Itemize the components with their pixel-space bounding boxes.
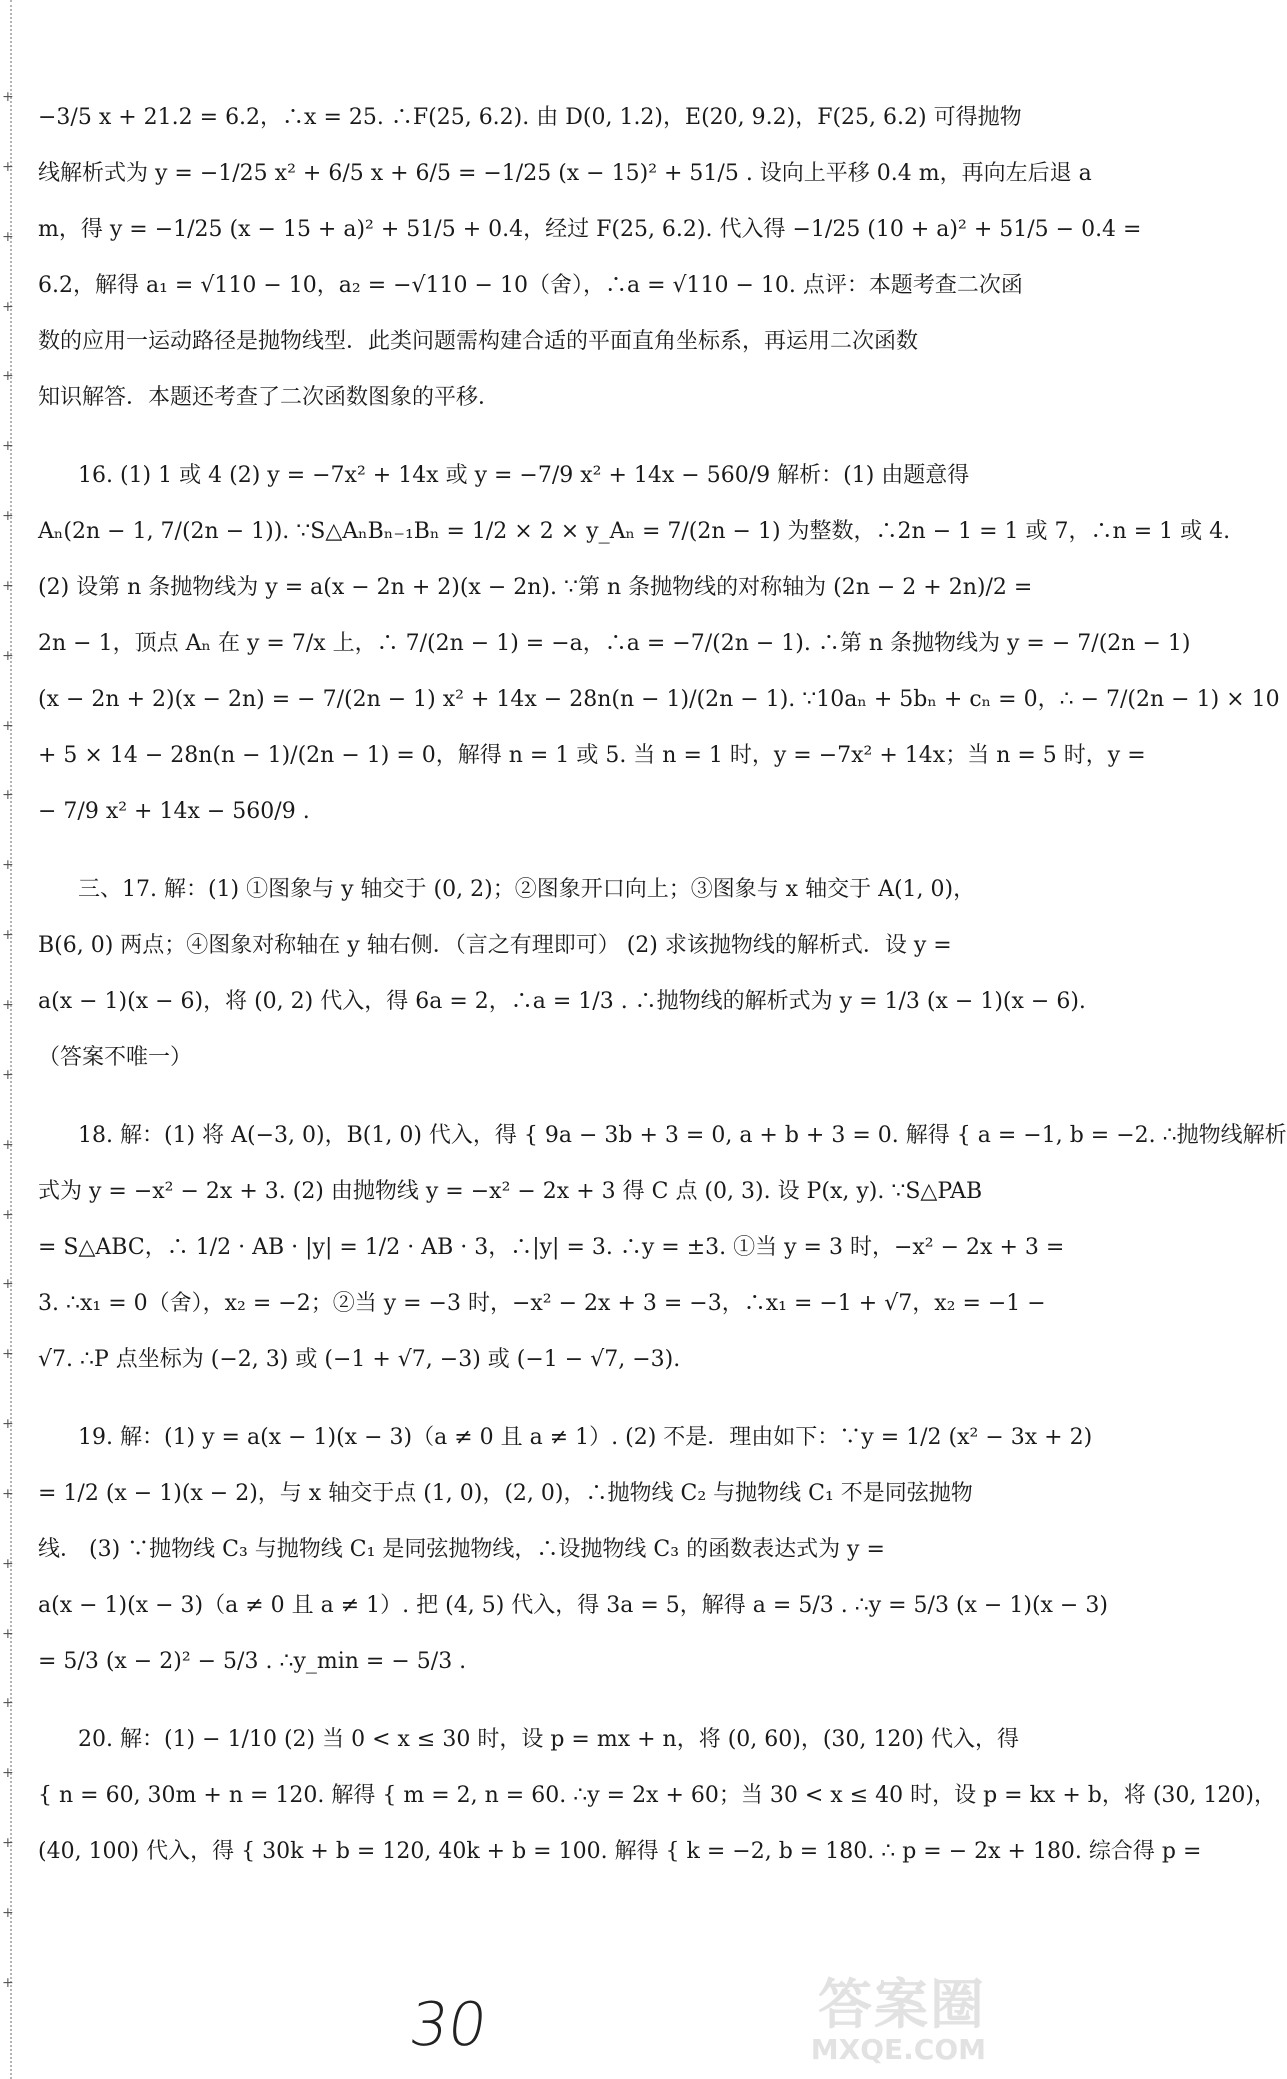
text-line: B(6, 0) 两点；④图象对称轴在 y 轴右侧．（言之有理即可） (2) 求该抛物线的解析式．设 y =: [38, 933, 952, 958]
handwritten-page-number: 30: [405, 1990, 492, 2060]
binding-tick: +: [2, 1136, 14, 1153]
answer-page-content: [38, 90, 1287, 1902]
text-line: = S△ABC，∴ 1/2 · AB · |y| = 1/2 · AB · 3，∴|y| = 3. ∴y = ±3. ①当 y = 3 时，−x² − 2x + 3 =: [38, 1235, 1065, 1260]
text-line: 6.2，解得 a₁ = √110 − 10，a₂ = −√110 − 10（舍），∴a = √110 − 10. 点评：本题考查二次函: [38, 273, 1023, 298]
binding-tick: +: [2, 577, 14, 594]
watermark-url: MXQE.COM: [810, 2033, 986, 2066]
site-watermark: [806, 1962, 986, 2072]
text-line: = 5/3 (x − 2)² − 5/3 . ∴y_min = − 5/3 .: [38, 1649, 467, 1674]
watermark-logo: 答案圈: [818, 1973, 986, 2036]
binding-tick: +: [2, 1276, 14, 1293]
binding-tick: +: [2, 438, 14, 455]
text-line: (2) 设第 n 条抛物线为 y = a(x − 2n + 2)(x − 2n). ∵第 n 条抛物线的对称轴为 (2n − 2 + 2n)/2 =: [38, 575, 1033, 600]
binding-tick: +: [2, 1346, 14, 1363]
binding-tick: +: [2, 927, 14, 944]
answer-q16: [38, 448, 1280, 840]
binding-tick: +: [2, 996, 14, 1013]
binding-tick: +: [2, 647, 14, 664]
binding-tick: +: [2, 1765, 14, 1782]
text-line: + 5 × 14 − 28n(n − 1)/(2n − 1) = 0，解得 n = 1 或 5. 当 n = 1 时，y = −7x² + 14x；当 n = 5 时，y =: [38, 743, 1146, 768]
text-line: Aₙ(2n − 1, 7/(2n − 1)). ∵S△AₙBₙ₋₁Bₙ = 1/2 × 2 × y_Aₙ = 7/(2n − 1) 为整数，∴2n − 1 = 1 或 7，∴n = 1 或 4.: [38, 519, 1231, 544]
question-heading-line: 18. 解：(1) 将 A(−3, 0)，B(1, 0) 代入，得 { 9a − 3b + 3 = 0, a + b + 3 = 0. 解得 { a = −1, b = −2. ∴抛物线解析: [78, 1123, 1287, 1148]
text-line: { n = 60, 30m + n = 120. 解得 { m = 2, n = 60. ∴y = 2x + 60；当 30 < x ≤ 40 时，设 p = kx + b，将 (30, 120)，: [38, 1783, 1276, 1808]
text-line: −3/5 x + 21.2 = 6.2，∴x = 25. ∴F(25, 6.2). 由 D(0, 1.2)，E(20, 9.2)，F(25, 6.2) 可得抛物: [38, 105, 1022, 130]
question-heading-line: 20. 解：(1) − 1/10 (2) 当 0 < x ≤ 30 时，设 p = mx + n，将 (0, 60)，(30, 120) 代入，得: [78, 1727, 1019, 1752]
text-line: − 7/9 x² + 14x − 560/9 .: [38, 799, 310, 824]
binding-marks: [2, 90, 20, 1990]
answer-q15-continued: [38, 90, 1142, 426]
text-line: = 1/2 (x − 1)(x − 2)，与 x 轴交于点 (1, 0)，(2, 0)，∴抛物线 C₂ 与抛物线 C₁ 不是同弦抛物: [38, 1481, 973, 1506]
binding-tick: +: [2, 1555, 14, 1572]
text-line: (40, 100) 代入，得 { 30k + b = 120, 40k + b = 100. 解得 { k = −2, b = 180. ∴ p = − 2x + 180. 综合得 p =: [38, 1839, 1202, 1864]
text-line: 数的应用一运动路径是抛物线型．此类问题需构建合适的平面直角坐标系，再运用二次函数: [38, 329, 919, 354]
text-line: 式为 y = −x² − 2x + 3. (2) 由抛物线 y = −x² − 2x + 3 得 C 点 (0, 3). 设 P(x, y). ∵S△PAB: [38, 1179, 983, 1204]
binding-tick: +: [2, 1485, 14, 1502]
binding-tick: +: [2, 1066, 14, 1083]
text-line: a(x − 1)(x − 6)，将 (0, 2) 代入，得 6a = 2，∴a = 1/3 . ∴抛物线的解析式为 y = 1/3 (x − 1)(x − 6).: [38, 989, 1086, 1014]
answer-q19: [38, 1410, 1108, 1690]
question-heading-line: 16. (1) 1 或 4 (2) y = −7x² + 14x 或 y = −7/9 x² + 14x − 560/9 解析：(1) 由题意得: [78, 463, 970, 488]
binding-tick: +: [2, 717, 14, 734]
binding-tick: +: [2, 1835, 14, 1852]
text-line: a(x − 1)(x − 3)（a ≠ 0 且 a ≠ 1）. 把 (4, 5) 代入，得 3a = 5，解得 a = 5/3 . ∴y = 5/3 (x − 1)(x − 3): [38, 1593, 1108, 1618]
text-line: 2n − 1，顶点 Aₙ 在 y = 7/x 上，∴ 7/(2n − 1) = −a，∴a = −7/(2n − 1). ∴第 n 条抛物线为 y = − 7/(2n − 1): [38, 631, 1191, 656]
answer-q18: [38, 1108, 1287, 1388]
answer-q20: [38, 1712, 1276, 1880]
binding-tick: +: [2, 1695, 14, 1712]
text-line: 知识解答．本题还考查了二次函数图象的平移．: [38, 385, 501, 410]
binding-tick: +: [2, 1625, 14, 1642]
binding-tick: +: [2, 158, 14, 175]
answer-q17: [38, 862, 1086, 1086]
binding-tick: +: [2, 368, 14, 385]
binding-tick: +: [2, 857, 14, 874]
question-heading-line: 三、17. 解：(1) ①图象与 y 轴交于 (0, 2)；②图象开口向上；③图象与 x 轴交于 A(1, 0)，: [78, 877, 976, 902]
text-line: 线． (3) ∵抛物线 C₃ 与抛物线 C₁ 是同弦抛物线，∴设抛物线 C₃ 的函数表达式为 y =: [38, 1537, 885, 1562]
binding-tick: +: [2, 298, 14, 315]
text-line: （答案不唯一）: [38, 1045, 193, 1070]
binding-tick: +: [2, 1904, 14, 1921]
question-heading-line: 19. 解：(1) y = a(x − 1)(x − 3)（a ≠ 0 且 a ≠ 1）. (2) 不是．理由如下：∵y = 1/2 (x² − 3x + 2): [78, 1425, 1093, 1450]
binding-tick: +: [2, 787, 14, 804]
binding-tick: +: [2, 508, 14, 525]
text-line: m，得 y = −1/25 (x − 15 + a)² + 51/5 + 0.4，经过 F(25, 6.2). 代入得 −1/25 (10 + a)² + 51/5 − 0.4 =: [38, 217, 1142, 242]
binding-tick: +: [2, 1206, 14, 1223]
text-line: 线解析式为 y = −1/25 x² + 6/5 x + 6/5 = −1/25 (x − 15)² + 51/5 . 设向上平移 0.4 m，再向左后退 a: [38, 161, 1092, 186]
binding-tick: +: [2, 228, 14, 245]
binding-tick: +: [2, 1416, 14, 1433]
binding-tick: +: [2, 1974, 14, 1991]
text-line: (x − 2n + 2)(x − 2n) = − 7/(2n − 1) x² + 14x − 28n(n − 1)/(2n − 1). ∵10aₙ + 5bₙ + cₙ = 0，∴ − 7/(2n − 1) × 10: [38, 687, 1280, 712]
text-line: 3. ∴x₁ = 0（舍），x₂ = −2；②当 y = −3 时，−x² − 2x + 3 = −3，∴x₁ = −1 + √7，x₂ = −1 −: [38, 1291, 1046, 1316]
text-line: √7. ∴P 点坐标为 (−2, 3) 或 (−1 + √7, −3) 或 (−1 − √7, −3).: [38, 1347, 681, 1372]
binding-tick: +: [2, 89, 14, 105]
